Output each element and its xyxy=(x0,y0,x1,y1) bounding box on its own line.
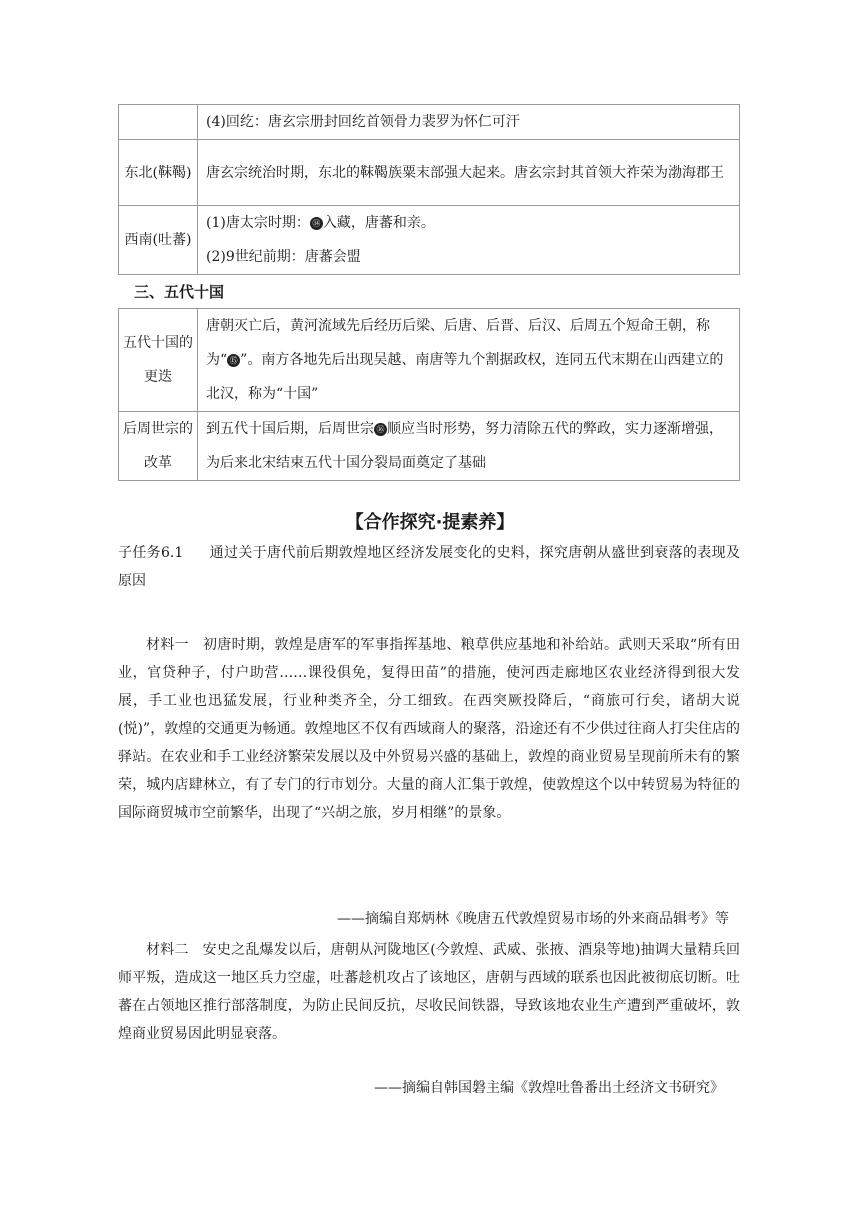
five-dynasties-table xyxy=(118,308,740,481)
text-fragment: 唐朝灭亡后，黄河流域先后经历后梁、后唐、后晋、后汉、后周五个短命王朝，称为“ xyxy=(206,318,710,368)
material-text: 初唐时期，敦煌是唐军的军事指挥基地、粮草供应基地和补给站。武则天采取“所有田业，官贷种子，付户助营……课役俱免，复得田苗”的措施，使河西走廊地区农业经济得到很大发展，手工业也迅猛发展，行业种类齐全，分工细致。在西突厥投降后，“商旅可行矣，诸胡大说(悦)”，敦煌的交通更为畅通。敦煌地区不仅有西域商人的聚落，沿途还有不少供过往商人打尖住店的驿站。在农业和手工业经济繁荣发展以及中外贸易兴盛的基础上，敦煌的商业贸易呈现前所未有的繁荣，城内店肆林立，有了专门的行市划分。大量的商人汇集于敦煌，使敦煌这个以中转贸易为特征的国际商贸城市空前繁华，出现了“兴胡之旅，岁月相继”的景象。 xyxy=(118,637,741,821)
material-text: 安史之乱爆发以后，唐朝从河陇地区(今敦煌、武威、张掖、酒泉等地)抽调大量精兵回师平叛，造成这一地区兵力空虚，吐蕃趁机攻占了该地区，唐朝与西域的联系也因此被彻底切断。吐蕃在占领地区推行部落制度，为防止民间反抗，尽收民间铁器，导致该地农业生产遭到严重破坏，敦煌商业贸易因此明显衰落。 xyxy=(118,942,741,1042)
subtask-label: 子任务6.1 xyxy=(118,545,184,561)
section-heading: 三、五代十国 xyxy=(134,283,225,301)
table-row xyxy=(119,309,740,412)
text-fragment: 到五代十国后期，后周世宗 xyxy=(206,421,374,437)
subtask-text: 通过关于唐代前后期敦煌地区经济发展变化的史料，探究唐朝从盛世到衰落的表现及原因 xyxy=(118,545,740,589)
text-fragment: 顺应当时形势，努力清除五代的弊政，实力逐渐增强，为后来北宋结束五代十国分裂局面奠定了基础 xyxy=(206,421,723,471)
row-label xyxy=(119,105,198,140)
row-content: (4)回纥：唐玄宗册封回纥首领骨力裴罗为怀仁可汗 xyxy=(198,105,740,140)
blank-marker-16: ⑯ xyxy=(374,423,387,436)
subtask-paragraph xyxy=(118,539,740,595)
row-content xyxy=(198,206,740,275)
cooperative-inquiry-heading: 【合作探究·提素养】 xyxy=(345,512,515,533)
blank-marker-15: ⑮ xyxy=(227,354,240,367)
material-source: ——摘编自郑炳林《晚唐五代敦煌贸易市场的外来商品辑考》等 xyxy=(337,911,729,927)
material-source: ——摘编自韩国磐主编《敦煌吐鲁番出土经济文书研究》 xyxy=(374,1080,724,1096)
row-label: 西南(吐蕃) xyxy=(119,206,198,275)
text-fragment: (1)唐太宗时期： xyxy=(206,215,310,231)
material-two xyxy=(118,936,740,1048)
row-label: 东北(靺鞨) xyxy=(119,140,198,206)
table-row xyxy=(119,206,740,275)
material-one xyxy=(118,631,740,827)
ethnic-relations-table xyxy=(118,104,740,275)
table-row xyxy=(119,105,740,140)
content-line xyxy=(206,206,731,240)
table-row xyxy=(119,412,740,481)
row-content xyxy=(198,309,740,412)
table-row xyxy=(119,140,740,206)
row-label: 后周世宗的改革 xyxy=(119,412,198,481)
row-content xyxy=(198,412,740,481)
content-line: (2)9世纪前期：唐蕃会盟 xyxy=(206,249,361,265)
text-fragment: 入藏，唐蕃和亲。 xyxy=(322,215,435,231)
blank-marker-14: ⑭ xyxy=(310,217,323,230)
text-fragment: ”。南方各地先后出现吴越、南唐等九个割据政权，连同五代末期在山西建立的北汉，称为“十国” xyxy=(206,352,724,402)
material-label: 材料二 xyxy=(146,942,189,958)
row-content: 唐玄宗统治时期，东北的靺鞨族粟末部强大起来。唐玄宗封其首领大祚荣为渤海郡王 xyxy=(198,140,740,206)
material-label: 材料一 xyxy=(146,637,189,653)
row-label: 五代十国的更迭 xyxy=(119,309,198,412)
